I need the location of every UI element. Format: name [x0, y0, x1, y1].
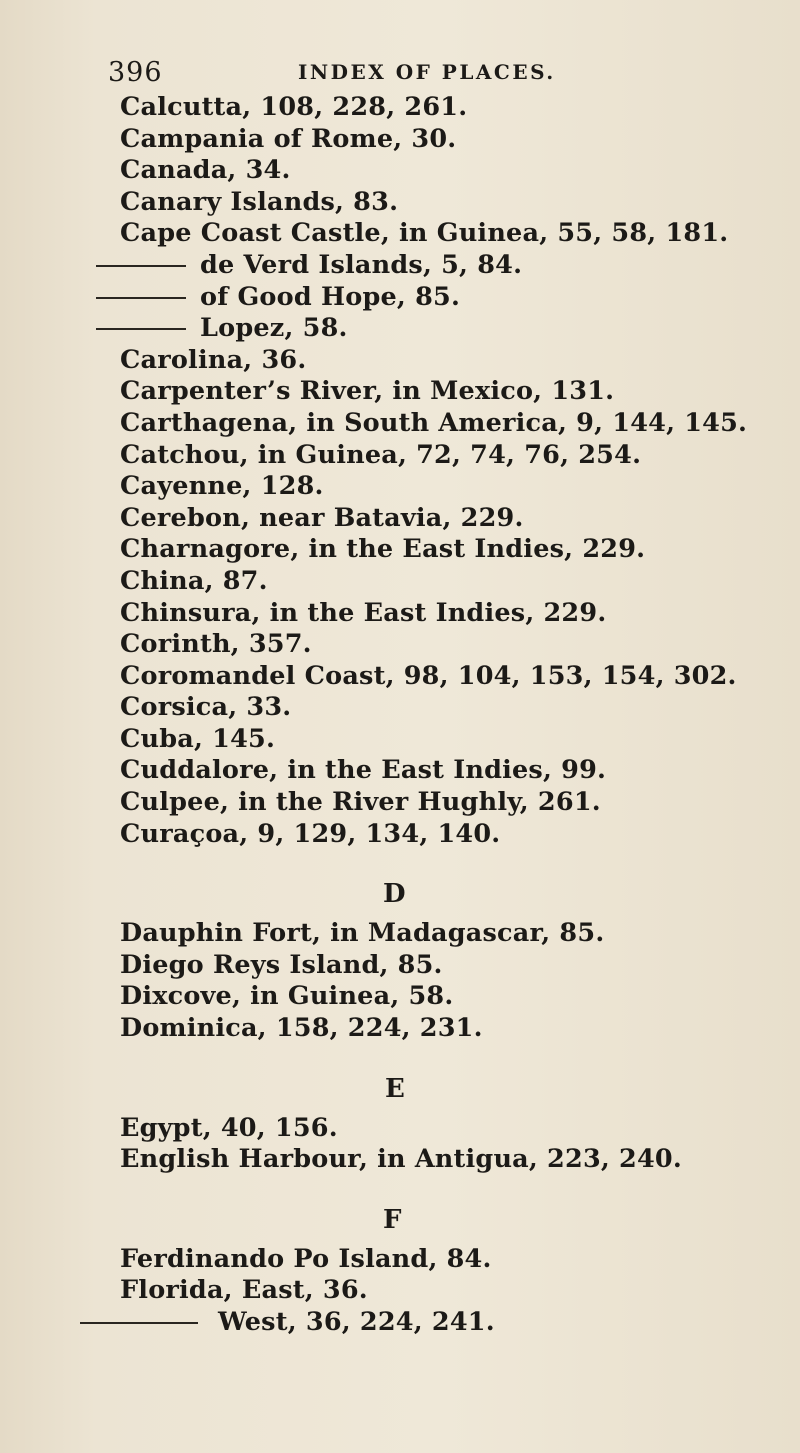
- entry-text: Culpee, in the River Hughly, 261.: [120, 787, 601, 818]
- index-entry: [0, 503, 800, 535]
- ditto-dash: [80, 1322, 198, 1324]
- entry-text: Carpenter’s River, in Mexico, 131.: [120, 376, 615, 407]
- index-entry: [0, 124, 800, 156]
- entry-text: Dominica, 158, 224, 231.: [120, 1013, 483, 1044]
- index-entry: [0, 1244, 800, 1276]
- entry-text: Corinth, 357.: [120, 629, 312, 660]
- ditto-dash: [96, 265, 186, 267]
- index-entry: [0, 661, 800, 693]
- entry-text: Calcutta, 108, 228, 261.: [120, 92, 468, 122]
- index-entry: [0, 92, 800, 124]
- entry-text: Cuba, 145.: [120, 723, 276, 754]
- index-entry: [0, 534, 800, 566]
- index-entry: [0, 376, 800, 408]
- running-head: [108, 52, 708, 92]
- index-entry: [0, 1144, 800, 1176]
- index-subentry: [0, 313, 800, 345]
- entry-text: West, 36, 224, 241.: [218, 1307, 495, 1337]
- index-entry: [0, 819, 800, 851]
- index-entry: [0, 408, 800, 440]
- index-entry: [0, 692, 800, 724]
- page-title: INDEX OF PLACES.: [298, 60, 556, 84]
- entry-text: English Harbour, in Antigua, 223, 240.: [120, 1144, 682, 1175]
- section-gap: [0, 1176, 800, 1196]
- section-letter-f: F: [383, 1204, 402, 1235]
- index-entry: [0, 1275, 800, 1307]
- index-entry: [0, 598, 800, 630]
- entry-text: Campania of Rome, 30.: [120, 123, 457, 154]
- entry-text: Cuddalore, in the East Indies, 99.: [120, 755, 607, 786]
- section-letter-d: D: [383, 879, 406, 910]
- index-entry: [0, 440, 800, 472]
- index-entry: [0, 218, 800, 250]
- index-subentry: [0, 282, 800, 314]
- index-entries: [0, 92, 800, 1339]
- entry-text: Carthagena, in South America, 9, 144, 145.: [120, 407, 748, 438]
- index-entry: [0, 471, 800, 503]
- index-subentry: [0, 1307, 800, 1339]
- entry-text: Dixcove, in Guinea, 58.: [120, 981, 454, 1012]
- index-entry: [0, 1013, 800, 1045]
- entry-text: Charnagore, in the East Indies, 229.: [120, 534, 646, 565]
- ditto-dash: [96, 297, 186, 299]
- index-entry: [0, 918, 800, 950]
- section-gap: [0, 850, 800, 870]
- entry-text: Ferdinando Po Island, 84.: [120, 1243, 492, 1274]
- index-entry: [0, 755, 800, 787]
- entry-text: Florida, East, 36.: [120, 1275, 368, 1306]
- entry-text: de Verd Islands, 5, 84.: [200, 249, 523, 280]
- entry-text: Cayenne, 128.: [120, 471, 324, 502]
- entry-text: Canary Islands, 83.: [120, 186, 399, 217]
- index-entry: [0, 345, 800, 377]
- entry-text: Catchou, in Guinea, 72, 74, 76, 254.: [120, 439, 642, 470]
- ditto-dash: [96, 328, 186, 330]
- index-subentry: [0, 250, 800, 282]
- index-entry: [0, 629, 800, 661]
- index-entry: [0, 566, 800, 598]
- section-letter-e: E: [385, 1073, 405, 1104]
- entry-text: Dauphin Fort, in Madagascar, 85.: [120, 918, 605, 949]
- entry-text: Canada, 34.: [120, 155, 291, 186]
- entry-text: Egypt, 40, 156.: [120, 1112, 338, 1143]
- index-entry: [0, 187, 800, 219]
- entry-text: Cape Coast Castle, in Guinea, 55, 58, 181.: [120, 218, 729, 249]
- index-entry: [0, 724, 800, 756]
- entry-text: Corsica, 33.: [120, 692, 292, 723]
- entry-text: Lopez, 58.: [200, 313, 348, 344]
- page-number: 396: [108, 56, 163, 88]
- index-entry: [0, 981, 800, 1013]
- index-entry: [0, 950, 800, 982]
- entry-text: Diego Reys Island, 85.: [120, 949, 443, 980]
- entry-text: of Good Hope, 85.: [200, 281, 461, 312]
- index-entry: [0, 787, 800, 819]
- index-entry: [0, 1113, 800, 1145]
- entry-text: Coromandel Coast, 98, 104, 153, 154, 302.: [120, 660, 737, 691]
- section-gap: [0, 1045, 800, 1065]
- entry-text: Curaçoa, 9, 129, 134, 140.: [120, 818, 501, 849]
- entry-text: Carolina, 36.: [120, 344, 307, 375]
- index-entry: [0, 155, 800, 187]
- entry-text: Cerebon, near Batavia, 229.: [120, 502, 524, 533]
- entry-text: Chinsura, in the East Indies, 229.: [120, 597, 607, 628]
- entry-text: China, 87.: [120, 565, 268, 596]
